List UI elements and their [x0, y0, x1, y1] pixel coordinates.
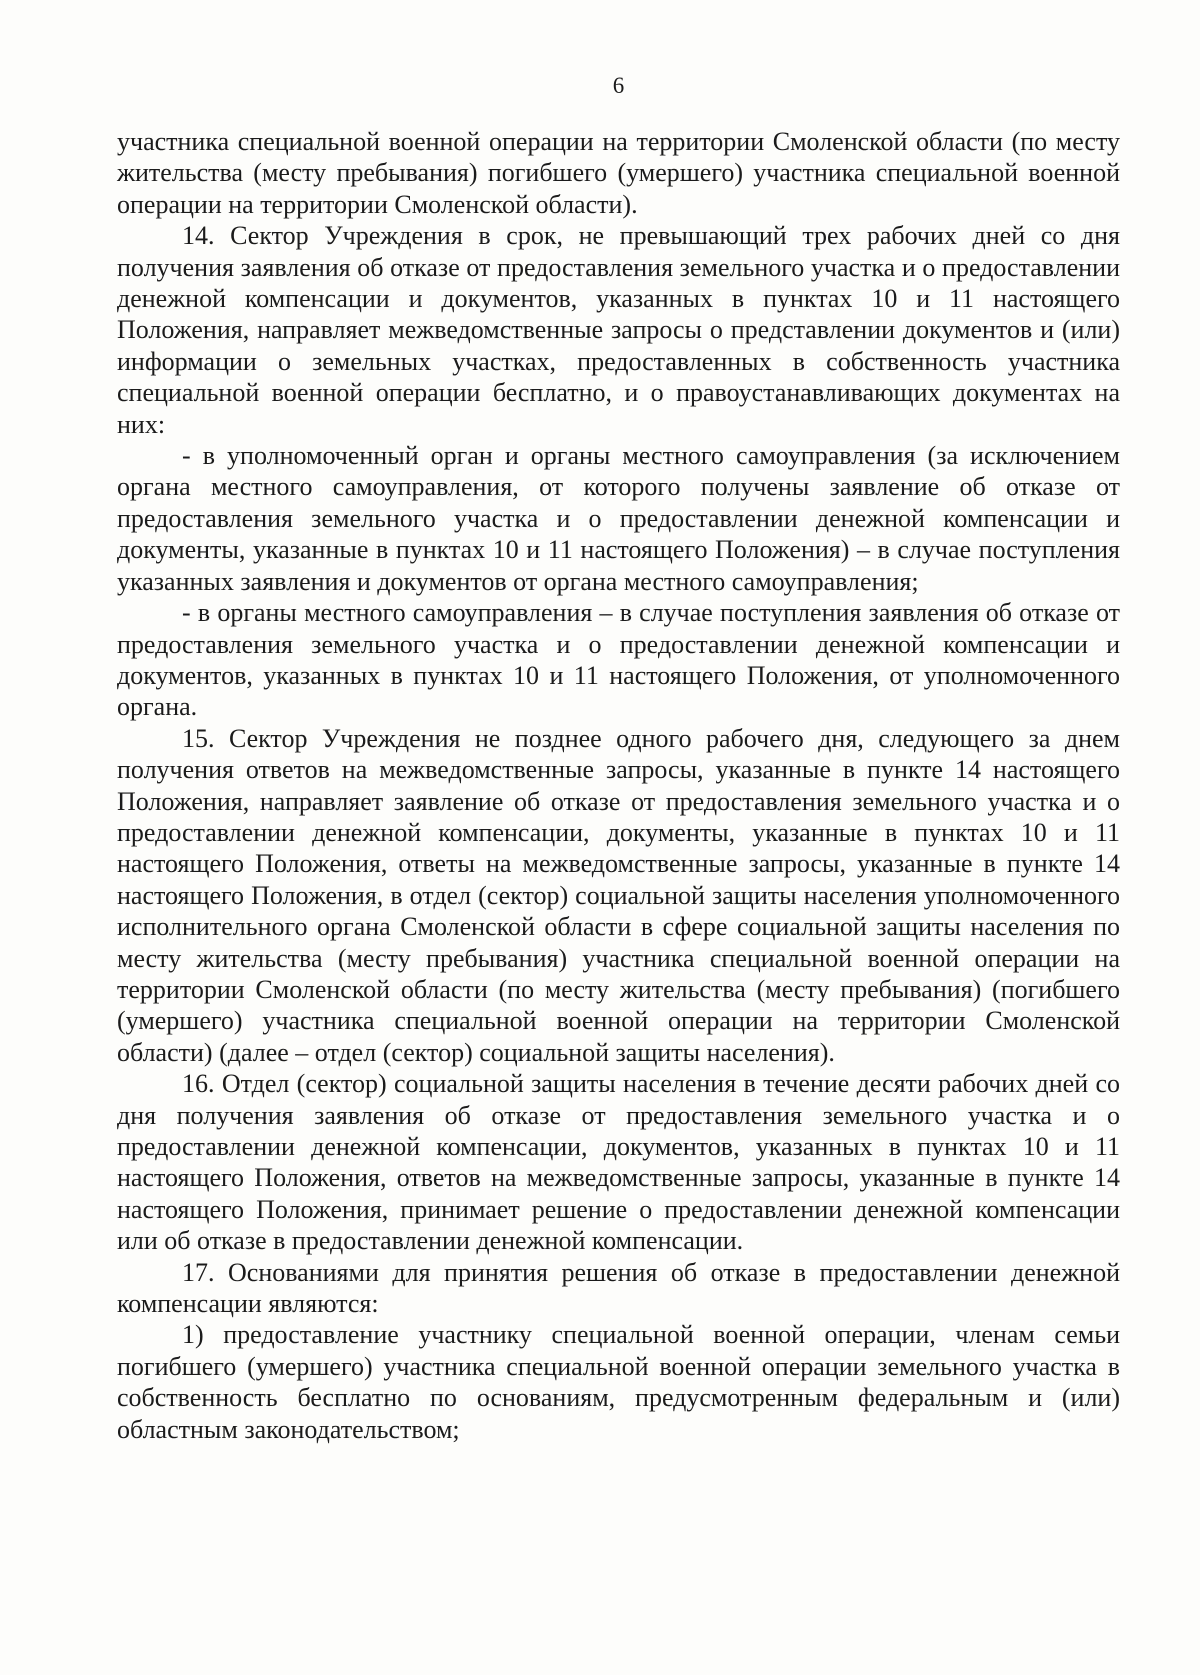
paragraph-continuation: участника специальной военной операции на территории Смоленской области (по месту жительства (месту пребывания) погибшего (умершего) участника специальной военной операции на территории Смоленской области).: [117, 127, 1120, 219]
paragraph-14-item-2: - в органы местного самоуправления – в случае поступления заявления об отказе от предоставления земельного участка и о предоставлении денежной компенсации и документов, указанных в пунктах 10 и 11 настоящего Положения, от уполномоченного органа.: [117, 598, 1120, 722]
paragraph-17: 17. Основаниями для принятия решения об отказе в предоставлении денежной компенсации являются:: [117, 1257, 1120, 1319]
paragraph-17-item-1: 1) предоставление участнику специальной военной операции, членам семьи погибшего (умершего) участника специальной военной операции земельного участка в собственность бесплатно по основаниям, предусмотренным федеральным и (или) областным законодательством;: [117, 1320, 1120, 1444]
paragraph-16: 16. Отдел (сектор) социальной защиты населения в течение десяти рабочих дней со дня получения заявления об отказе от предоставления земельного участка и о предоставлении денежной компенсации, документов, указанных в пунктах 10 и 11 настоящего Положения, ответов на межведомственные запросы, указанные в пункте 14 настоящего Положения, принимает решение о предоставлении денежной компенсации или об отказе в предоставлении денежной компенсации.: [117, 1069, 1120, 1256]
page-number: 6: [612, 73, 625, 98]
paragraph-15: 15. Сектор Учреждения не позднее одного рабочего дня, следующего за днем получения ответов на межведомственные запросы, указанные в пункте 14 настоящего Положения, направляет заявление об отказе от предоставления земельного участка и о предоставлении денежной компенсации, документы, указанные в пунктах 10 и 11 настоящего Положения, ответы на межведомственные запросы, указанные в пункте 14 настоящего Положения, в отдел (сектор) социальной защиты населения уполномоченного исполнительного органа Смоленской области в сфере социальной защиты населения по месту жительства (месту пребывания) участника специальной военной операции на территории Смоленской области (по месту жительства (месту пребывания) (погибшего (умершего) участника специальной военной операции на территории Смоленской области) (далее – отдел (сектор) социальной защиты населения).: [117, 723, 1120, 1067]
paragraph-14: 14. Сектор Учреждения в срок, не превышающий трех рабочих дней со дня получения заявления об отказе от предоставления земельного участка и о предоставлении денежной компенсации и документов, указанных в пунктах 10 и 11 настоящего Положения, направляет межведомственные запросы о представлении документов и (или) информации о земельных участках, предоставленных в собственность участника специальной военной операции бесплатно, и о правоустанавливающих документах на них:: [117, 221, 1120, 439]
paragraph-14-item-1: - в уполномоченный орган и органы местного самоуправления (за исключением органа местного самоуправления, от которого получены заявление об отказе от предоставления земельного участка и о предоставлении денежной компенсации и документы, указанные в пунктах 10 и 11 настоящего Положения) – в случае поступления указанных заявления и документов от органа местного самоуправления;: [117, 441, 1120, 596]
